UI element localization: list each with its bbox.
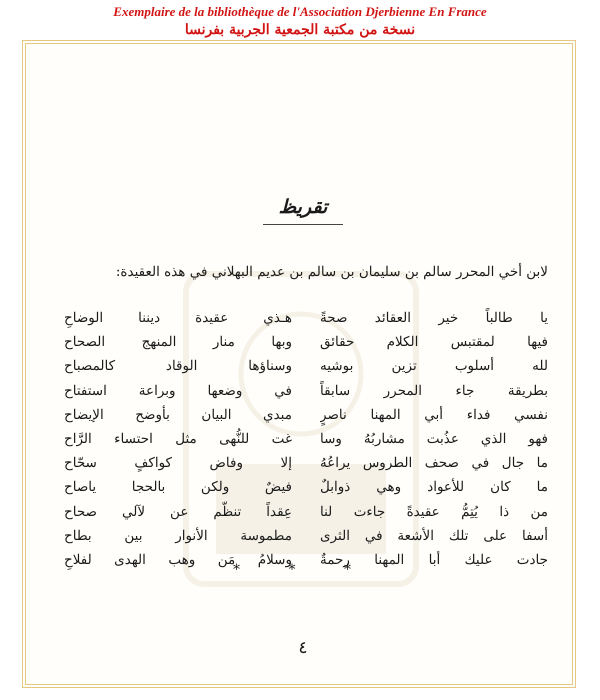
library-stamp-arabic: نسخة من مكتبة الجمعية الجربية بفرنسا xyxy=(184,22,416,38)
verse-first-hemistich: فهو الذي عذُبت مشاربُهُ وسا xyxy=(320,430,548,447)
verse-second-hemistich: غت للنُّهى مثل احتساء الرَّاح xyxy=(64,430,292,447)
title-underline xyxy=(263,224,343,225)
verse-first-hemistich: لله أسلوب تزين بوشيه xyxy=(320,358,548,375)
verse-first-hemistich: ما كان للأعواد وهي ذوابلٌ xyxy=(320,479,548,496)
poem-verse xyxy=(64,524,548,548)
intro-text: لابن أخي المحرر سالم بن سليمان بن سالم بن عديم البهلاني في هذه العقيدة: xyxy=(115,264,548,280)
verse-second-hemistich: في وضعها وبراعة استفتاح xyxy=(64,382,292,399)
verse-first-hemistich: من ذا يُتِمُّ عقيدةً جاءت لنا xyxy=(320,503,548,520)
verse-first-hemistich: ما جال في صحف الطروس يراعُهُ xyxy=(320,455,548,472)
verse-second-hemistich: وبها منار المنهج الصحاح xyxy=(64,334,292,351)
poem-verse xyxy=(64,427,548,451)
verse-first-hemistich: أسفا على تلك الأشعة في الثرى xyxy=(320,527,548,544)
verse-first-hemistich: نفسي فداء أبي المهنا ناصرٍ xyxy=(320,406,548,423)
poem-verse xyxy=(64,403,548,427)
page-number: ٤ xyxy=(298,638,308,658)
poem xyxy=(64,306,548,572)
poem-verse xyxy=(64,306,548,330)
poem-verse xyxy=(64,330,548,354)
verse-second-hemistich: فيضٌ ولكن بالحجا ياصاح xyxy=(64,479,292,496)
library-stamp-french: Exemplaire de la bibliothèque de l'Association Djerbienne En France xyxy=(113,4,487,19)
verse-second-hemistich: عِقداً تنظّم عن لآلي صحاح xyxy=(64,503,292,520)
section-separator: * * * xyxy=(233,562,373,578)
verse-second-hemistich: وسلامُ مَن وهب الهدى لفلاحِ xyxy=(64,551,292,568)
verse-first-hemistich: جادت عليك أبا المهنا رحمةٌ xyxy=(320,551,548,568)
poem-verse xyxy=(64,500,548,524)
verse-second-hemistich: وسناؤها الوقاد كالمصباح xyxy=(64,358,292,375)
verse-second-hemistich: مبدي البيان بأوضح الإيضاح xyxy=(64,406,292,423)
verse-first-hemistich: فيها لمقتبس الكلام حقائق xyxy=(320,334,548,351)
page-frame xyxy=(22,40,576,688)
poem-verse xyxy=(64,379,548,403)
verse-first-hemistich: بطريقة جاء المحرر سابقاً xyxy=(320,382,548,399)
verse-first-hemistich: يا طالباً خير العقائد صحةً xyxy=(320,310,548,326)
verse-second-hemistich: مطموسة الأنوار بين بطاح xyxy=(64,527,292,544)
poem-verse xyxy=(64,451,548,475)
verse-second-hemistich: هـذي عقيدة ديننا الوضاحِ xyxy=(64,310,292,326)
page-title: تقريظ xyxy=(278,196,328,218)
poem-verse xyxy=(64,475,548,499)
poem-verse xyxy=(64,354,548,378)
verse-second-hemistich: إلا وفاض كواكفٍ سحّاح xyxy=(64,455,292,472)
